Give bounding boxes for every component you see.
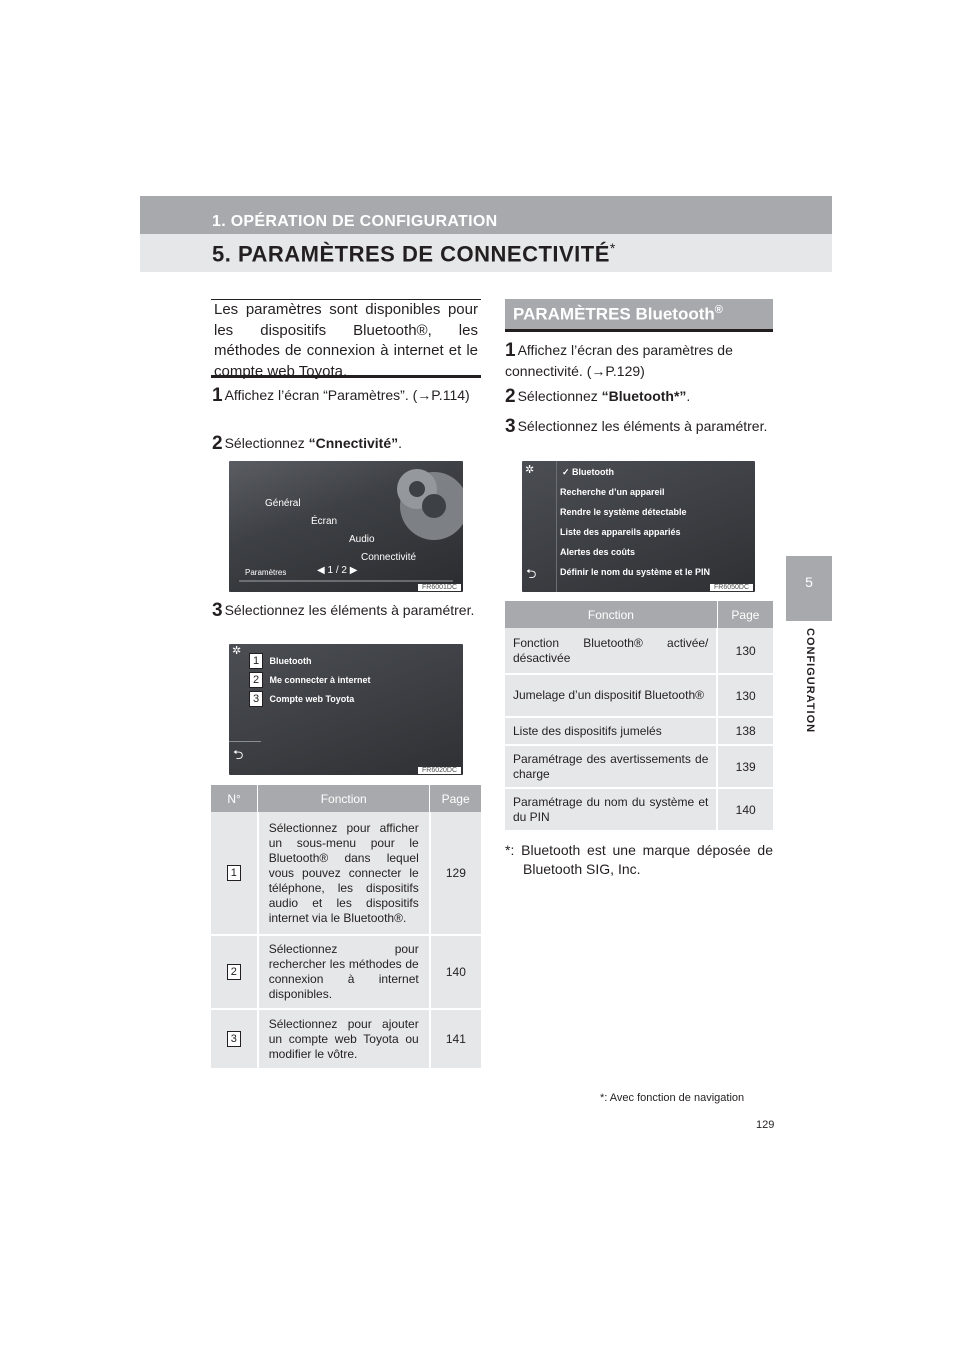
chapter-tab-divider xyxy=(786,620,832,621)
left-step-2: 2 Sélectionnez “Cnnectivité”. xyxy=(212,433,402,454)
settings-icon: ✲ xyxy=(525,464,535,476)
navigation-footnote: *: Avec fonction de navigation xyxy=(600,1092,745,1104)
table-row xyxy=(505,788,773,831)
page-title: 5. PARAMÈTRES DE CONNECTIVITÉ* xyxy=(212,240,616,267)
screen-footer-label: Paramètres xyxy=(245,568,287,577)
table-row xyxy=(211,812,481,935)
right-step-1: 1 Affichez l’écran des paramètres de connectivité. (→P.129) xyxy=(505,340,733,379)
table-row xyxy=(211,935,481,1009)
page-number: 129 xyxy=(756,1119,775,1131)
menu-item-web-account[interactable]: 3 Compte web Toyota xyxy=(249,689,459,709)
row-page: 140 xyxy=(430,935,481,1009)
menu-item-general[interactable]: Général xyxy=(265,498,301,509)
back-icon[interactable]: ⮌ xyxy=(526,566,537,581)
right-step-3: 3 Sélectionnez les éléments à paramétrer. xyxy=(505,416,768,437)
menu-item-search-device[interactable]: Recherche d’un appareil xyxy=(560,487,665,497)
row-description: Sélectionnez pour rechercher les méthodes de connexion à internet disponibles. xyxy=(258,935,430,1009)
col-header-page: Page xyxy=(717,601,773,628)
row-description: Sélectionnez pour ajouter un compte web Toyota ou modifier le vôtre. xyxy=(258,1009,430,1069)
row-page: 140 xyxy=(717,788,773,831)
row-number: 3 xyxy=(227,1031,241,1047)
settings-icon: ✲ xyxy=(232,645,242,657)
table-row xyxy=(505,717,773,745)
menu-item-discoverable[interactable]: Rendre le système détectable xyxy=(560,507,687,517)
row-page: 130 xyxy=(717,628,773,674)
menu-item-audio[interactable]: Audio xyxy=(349,534,375,545)
menu-item-internet[interactable]: 2 Me connecter à internet xyxy=(249,670,459,690)
row-page: 139 xyxy=(717,745,773,788)
bluetooth-settings-screen xyxy=(522,461,755,592)
row-description: Paramétrage du nom du système et du PIN xyxy=(505,788,717,831)
row-page: 129 xyxy=(430,812,481,935)
settings-screen xyxy=(229,461,463,592)
menu-item-paired-list[interactable]: Liste des appareils appariés xyxy=(560,527,681,537)
right-step-2: 2 Sélectionnez “Bluetooth*”. xyxy=(505,386,691,407)
table-row xyxy=(505,745,773,788)
prev-page-icon[interactable]: ◀ xyxy=(317,565,325,576)
table-row xyxy=(211,1009,481,1069)
row-description: Fonction Bluetooth® activée/ désactivée xyxy=(505,628,717,674)
row-page: 130 xyxy=(717,674,773,717)
bluetooth-function-table xyxy=(505,601,773,832)
table-row xyxy=(505,674,773,717)
trademark-footnote: *: Bluetooth est une marque déposée de Bluetooth SIG, Inc. xyxy=(505,842,773,877)
row-page: 138 xyxy=(717,717,773,745)
menu-item-cost-alerts[interactable]: Alertes des coûts xyxy=(560,547,636,557)
row-number: 2 xyxy=(227,964,241,980)
intro-box xyxy=(211,299,481,378)
col-header-page: Page xyxy=(430,785,481,812)
image-code: FR6001DC xyxy=(418,584,461,591)
bluetooth-section-title: PARAMÈTRES Bluetooth® xyxy=(513,304,723,324)
check-icon: ✓ xyxy=(562,467,573,477)
menu-item-bluetooth[interactable]: 1 Bluetooth xyxy=(249,651,459,671)
row-page: 141 xyxy=(430,1009,481,1069)
left-step-1: 1 Affichez l’écran “Paramètres”. (→P.114) xyxy=(212,385,470,406)
intro-text: Les paramètres sont disponibles pour les dispositifs Bluetooth®, les méthodes de connexion à internet et le compte web Toyota. xyxy=(214,301,478,380)
back-icon[interactable]: ⮌ xyxy=(233,747,244,762)
menu-item-connectivity[interactable]: Connectivité xyxy=(361,552,417,563)
chapter-tab-number: 5 xyxy=(805,574,813,590)
menu-item-name-pin[interactable]: Définir le nom du système et le PIN xyxy=(560,567,711,577)
table-row xyxy=(505,628,773,674)
col-header-function: Fonction xyxy=(505,601,717,628)
menu-item-bluetooth-toggle[interactable]: ✓ Bluetooth xyxy=(562,467,615,477)
chapter-title: 1. OPÉRATION DE CONFIGURATION xyxy=(212,213,498,230)
next-page-icon[interactable]: ▶ xyxy=(349,565,358,576)
row-description: Sélectionnez pour afficher un sous-menu pour le Bluetooth® dans lequel vous pouvez connecter le téléphone, les dispositifs audio et les dispositifs internet via le Bluetooth®. xyxy=(258,812,430,935)
row-number: 1 xyxy=(227,865,241,881)
row-description: Jumelage d’un dispositif Bluetooth® xyxy=(505,674,717,717)
left-step-3: 3 Sélectionnez les éléments à paramétrer. xyxy=(212,600,475,621)
image-code: FR6020DC xyxy=(418,767,461,774)
left-function-table xyxy=(211,785,481,1070)
chapter-tab-label: CONFIGURATION xyxy=(804,628,816,734)
connectivity-screen xyxy=(229,644,463,775)
menu-item-screen[interactable]: Écran xyxy=(311,516,338,527)
pager-value: 1 / 2 xyxy=(327,565,347,576)
image-code: FR6050DC xyxy=(710,584,753,591)
pager xyxy=(317,565,357,576)
col-header-number: N° xyxy=(211,785,258,812)
row-description: Liste des dispositifs jumelés xyxy=(505,717,717,745)
row-description: Paramétrage des avertissements de charge xyxy=(505,745,717,788)
col-header-function: Fonction xyxy=(258,785,430,812)
